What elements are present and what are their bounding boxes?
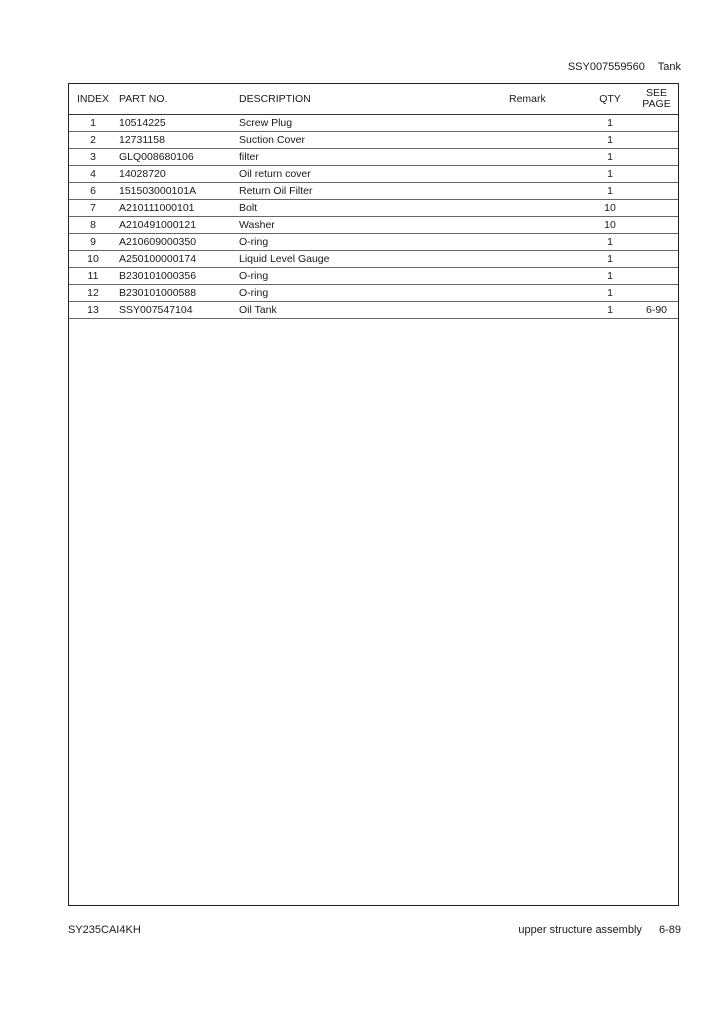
table-row xyxy=(69,149,678,166)
cell-qty: 1 xyxy=(585,166,635,183)
cell-index: 10 xyxy=(69,251,117,268)
cell-see-page xyxy=(635,251,678,268)
cell-description: Bolt xyxy=(237,200,509,217)
cell-see-page xyxy=(635,285,678,302)
cell-index: 4 xyxy=(69,166,117,183)
table-row xyxy=(69,268,678,285)
footer-model: SY235CAI4KH xyxy=(68,924,141,936)
cell-part-no: B230101000356 xyxy=(117,268,237,285)
col-header-qty: QTY xyxy=(585,84,635,115)
table-header-row xyxy=(69,84,678,115)
cell-remark xyxy=(509,285,585,302)
table-row xyxy=(69,132,678,149)
cell-qty: 1 xyxy=(585,268,635,285)
table-row xyxy=(69,115,678,132)
table-row xyxy=(69,251,678,268)
cell-see-page xyxy=(635,200,678,217)
cell-part-no: SSY007547104 xyxy=(117,302,237,319)
cell-see-page xyxy=(635,132,678,149)
cell-remark xyxy=(509,166,585,183)
cell-index: 1 xyxy=(69,115,117,132)
cell-see-page xyxy=(635,268,678,285)
cell-part-no: A210111000101 xyxy=(117,200,237,217)
cell-qty: 1 xyxy=(585,302,635,319)
cell-see-page xyxy=(635,166,678,183)
assembly-code: SSY007559560 xyxy=(567,61,645,73)
cell-qty: 1 xyxy=(585,115,635,132)
cell-index: 6 xyxy=(69,183,117,200)
cell-remark xyxy=(509,268,585,285)
cell-index: 7 xyxy=(69,200,117,217)
cell-part-no: B230101000588 xyxy=(117,285,237,302)
cell-remark xyxy=(509,200,585,217)
cell-see-page: 6-90 xyxy=(635,302,678,319)
table-row xyxy=(69,217,678,234)
cell-part-no: 12731158 xyxy=(117,132,237,149)
cell-remark xyxy=(509,149,585,166)
table-row xyxy=(69,302,678,319)
cell-description: Suction Cover xyxy=(237,132,509,149)
parts-table xyxy=(69,84,678,319)
page-header xyxy=(568,61,681,73)
col-header-remark: Remark xyxy=(509,84,585,115)
cell-description: O-ring xyxy=(237,234,509,251)
cell-description: Return Oil Filter xyxy=(237,183,509,200)
cell-see-page xyxy=(635,234,678,251)
footer-section: upper structure assembly xyxy=(518,924,642,936)
col-header-description: DESCRIPTION xyxy=(237,84,509,115)
cell-part-no: GLQ008680106 xyxy=(117,149,237,166)
cell-qty: 10 xyxy=(585,217,635,234)
cell-qty: 10 xyxy=(585,200,635,217)
col-header-see-page xyxy=(635,84,678,115)
cell-index: 12 xyxy=(69,285,117,302)
cell-index: 3 xyxy=(69,149,117,166)
cell-description: O-ring xyxy=(237,285,509,302)
cell-description: Oil return cover xyxy=(237,166,509,183)
cell-qty: 1 xyxy=(585,132,635,149)
see-page-line1: SEE xyxy=(645,87,667,99)
cell-remark xyxy=(509,234,585,251)
cell-description: Liquid Level Gauge xyxy=(237,251,509,268)
cell-remark xyxy=(509,115,585,132)
cell-description: Screw Plug xyxy=(237,115,509,132)
table-row xyxy=(69,183,678,200)
cell-part-no: A250100000174 xyxy=(117,251,237,268)
see-page-line2: PAGE xyxy=(642,98,671,110)
cell-see-page xyxy=(635,115,678,132)
col-header-part-no: PART NO. xyxy=(117,84,237,115)
cell-index: 11 xyxy=(69,268,117,285)
col-header-index: INDEX xyxy=(69,84,117,115)
cell-remark xyxy=(509,251,585,268)
cell-part-no: A210491000121 xyxy=(117,217,237,234)
cell-description: Oil Tank xyxy=(237,302,509,319)
cell-see-page xyxy=(635,183,678,200)
page-number: 6-89 xyxy=(658,924,681,936)
cell-see-page xyxy=(635,217,678,234)
cell-remark xyxy=(509,302,585,319)
cell-description: filter xyxy=(237,149,509,166)
table-row xyxy=(69,285,678,302)
cell-qty: 1 xyxy=(585,149,635,166)
cell-part-no: 14028720 xyxy=(117,166,237,183)
cell-index: 8 xyxy=(69,217,117,234)
cell-description: Washer xyxy=(237,217,509,234)
cell-qty: 1 xyxy=(585,251,635,268)
table-row xyxy=(69,166,678,183)
table-row xyxy=(69,200,678,217)
cell-part-no: 10514225 xyxy=(117,115,237,132)
cell-qty: 1 xyxy=(585,285,635,302)
cell-index: 13 xyxy=(69,302,117,319)
cell-qty: 1 xyxy=(585,183,635,200)
table-row xyxy=(69,234,678,251)
parts-list-frame xyxy=(68,83,679,906)
cell-description: O-ring xyxy=(237,268,509,285)
cell-index: 2 xyxy=(69,132,117,149)
cell-qty: 1 xyxy=(585,234,635,251)
page-footer xyxy=(518,924,681,936)
cell-part-no: A210609000350 xyxy=(117,234,237,251)
cell-see-page xyxy=(635,149,678,166)
cell-remark xyxy=(509,183,585,200)
parts-table-body xyxy=(69,115,678,319)
assembly-title: Tank xyxy=(657,61,681,73)
cell-part-no: 151503000101A xyxy=(117,183,237,200)
cell-index: 9 xyxy=(69,234,117,251)
cell-remark xyxy=(509,217,585,234)
cell-remark xyxy=(509,132,585,149)
